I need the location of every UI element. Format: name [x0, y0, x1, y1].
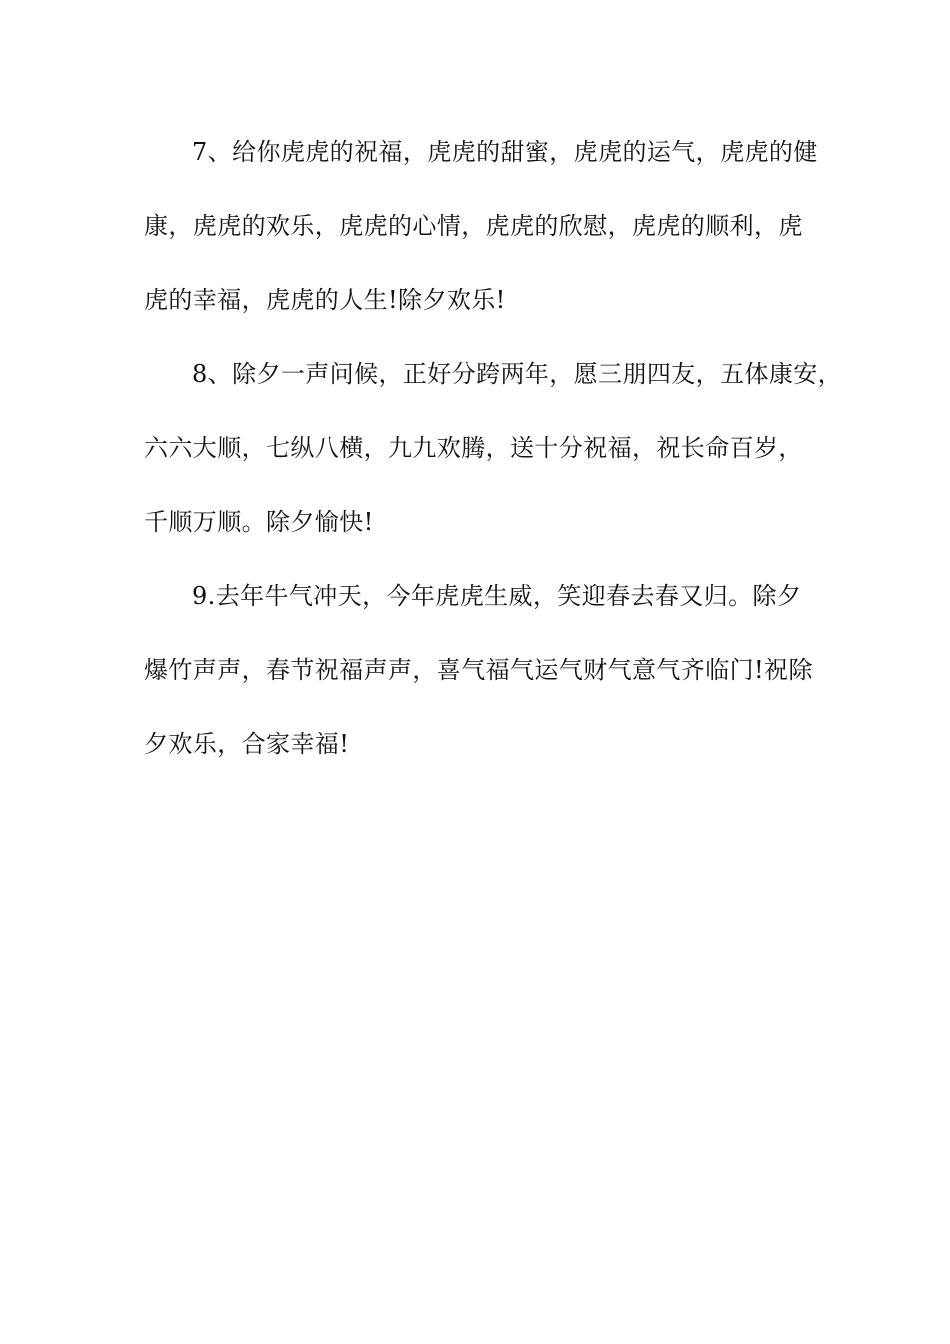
paragraph-9-line-1: 9.去年牛气冲天，今年虎虎生威，笑迎春去春又归。除夕 — [192, 582, 802, 610]
paragraph-8-line-2: 六六大顺，七纵八横，九九欢腾，送十分祝福，祝长命百岁， — [144, 434, 803, 462]
paragraph-8-line-3: 千顺万顺。除夕愉快! — [144, 508, 374, 536]
paragraph-7-line-3: 虎的幸福，虎虎的人生!除夕欢乐! — [144, 286, 506, 314]
paragraph-8-line-1: 8、除夕一声问候，正好分跨两年，愿三朋四友，五体康安， — [192, 360, 843, 388]
paragraph-7-line-2: 康，虎虎的欢乐，虎虎的心情，虎虎的欣慰，虎虎的顺利，虎 — [144, 212, 803, 240]
paragraph-9-line-2: 爆竹声声，春节祝福声声，喜气福气运气财气意气齐临门!祝除 — [144, 656, 813, 684]
paragraph-9-line-3: 夕欢乐，合家幸福! — [144, 730, 350, 758]
paragraph-7-line-1: 7、给你虎虎的祝福，虎虎的甜蜜，虎虎的运气，虎虎的健 — [192, 138, 818, 166]
